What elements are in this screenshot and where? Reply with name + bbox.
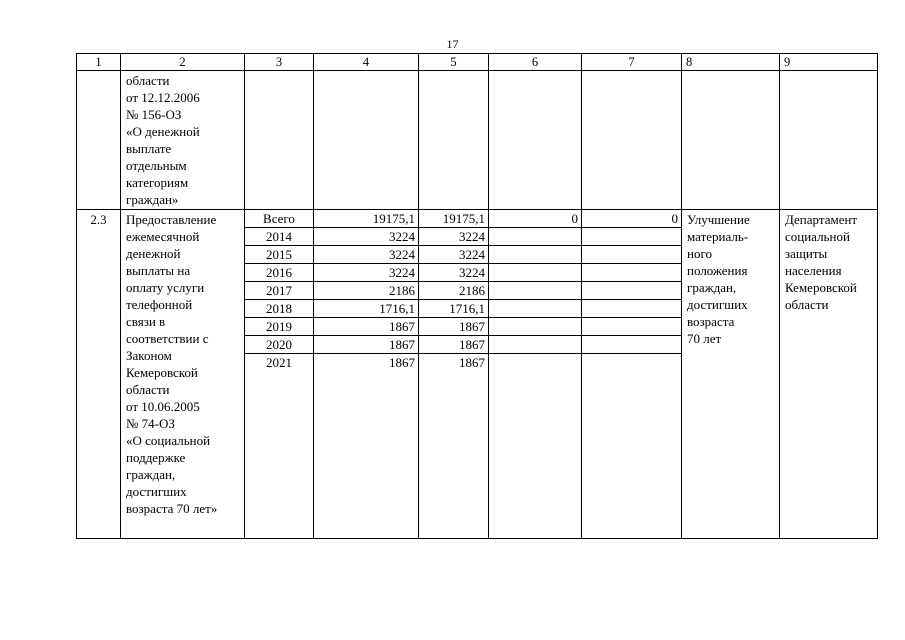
- value-cell: 0: [582, 210, 681, 228]
- table-row: [419, 300, 488, 318]
- value-cell: [489, 336, 581, 354]
- cell-empty: [419, 71, 489, 210]
- text-line: материаль-: [687, 229, 749, 244]
- text-line: № 74-ОЗ: [126, 416, 175, 431]
- table-row: [245, 264, 313, 282]
- text-line: денежной: [126, 246, 181, 261]
- header-cell: 9: [780, 54, 878, 71]
- table-row: [582, 354, 681, 372]
- cell-empty: [314, 71, 419, 210]
- value-cell: [582, 300, 681, 318]
- header-cell: 7: [582, 54, 682, 71]
- year-cell: 2016: [245, 264, 313, 282]
- table-row: [419, 336, 488, 354]
- table-row: [489, 246, 581, 264]
- text-line: области: [785, 297, 829, 312]
- header-cell: 2: [121, 54, 245, 71]
- table-row: [582, 336, 681, 354]
- col7-list: [582, 210, 681, 371]
- cell-result: [682, 210, 780, 539]
- table-row: [489, 336, 581, 354]
- text-line: Кемеровской: [785, 280, 857, 295]
- years-list: [245, 210, 313, 371]
- text-line: телефонной: [126, 297, 193, 312]
- header-cell: 5: [419, 54, 489, 71]
- table-row: [245, 336, 313, 354]
- text-line: области: [126, 73, 170, 88]
- table-row: [245, 354, 313, 372]
- value-cell: [582, 228, 681, 246]
- text-line: возраста: [687, 314, 735, 329]
- table-row: [245, 210, 313, 228]
- cell-col5: [419, 210, 489, 539]
- table-row: [314, 246, 418, 264]
- text-line: возраста 70 лет»: [126, 501, 218, 516]
- value-cell: 1867: [389, 355, 415, 370]
- text-line: связи в: [126, 314, 166, 329]
- table-row: [245, 228, 313, 246]
- table-row: [314, 210, 418, 228]
- cell-description: [121, 210, 245, 539]
- text-line: граждан,: [126, 467, 176, 482]
- value-cell: 1716,1: [419, 300, 488, 318]
- table-row: [314, 318, 418, 336]
- year-cell: 2015: [245, 246, 313, 264]
- col5-list: [419, 210, 488, 371]
- table-row-continued: [77, 71, 878, 210]
- value-cell: [489, 282, 581, 300]
- value-cell: [582, 282, 681, 300]
- cell-col6: [489, 210, 582, 539]
- table-row: [419, 318, 488, 336]
- header-cell: 1: [77, 54, 121, 71]
- value-cell: [582, 318, 681, 336]
- text-line: Предоставление: [126, 212, 217, 227]
- year-cell: 2019: [245, 318, 313, 336]
- table-row: [489, 282, 581, 300]
- text-line: «О социальной: [126, 433, 211, 448]
- cell-empty: [682, 71, 780, 210]
- text-line: социальной: [785, 229, 850, 244]
- table-row: [419, 354, 488, 372]
- text-line: соответствии с: [126, 331, 209, 346]
- text-line: достигших: [126, 484, 187, 499]
- table-row: [419, 264, 488, 282]
- table-row: [314, 354, 418, 372]
- cell-empty: [582, 71, 682, 210]
- text-line: выплате: [126, 141, 172, 156]
- text-line: отдельным: [126, 158, 187, 173]
- value-cell: 3224: [314, 228, 418, 246]
- value-cell: 1867: [314, 318, 418, 336]
- value-cell: 1867: [419, 336, 488, 354]
- value-cell: 19175,1: [419, 210, 488, 228]
- page-number: 17: [446, 37, 459, 51]
- cell-executor: [780, 210, 878, 539]
- table-row: [582, 228, 681, 246]
- table-row: [314, 228, 418, 246]
- value-cell: 1716,1: [314, 300, 418, 318]
- text-line: граждан,: [687, 280, 737, 295]
- cell-empty: [489, 71, 582, 210]
- table-row: [582, 282, 681, 300]
- text-line: выплаты на: [126, 263, 191, 278]
- value-cell: 3224: [419, 228, 488, 246]
- table-row: [489, 210, 581, 228]
- text-line: населения: [785, 263, 842, 278]
- table-row: [314, 264, 418, 282]
- text-line: оплату услуги: [126, 280, 205, 295]
- col4-list: [314, 210, 418, 371]
- table-row: [489, 354, 581, 372]
- cell-empty: [77, 71, 121, 210]
- text-line: Кемеровской: [126, 365, 198, 380]
- text-line: ежемесячной: [126, 229, 200, 244]
- value-cell: [582, 264, 681, 282]
- header-cell: 8: [682, 54, 780, 71]
- text-line: Законом: [126, 348, 172, 363]
- header-cell: 3: [245, 54, 314, 71]
- text-line: граждан»: [126, 192, 179, 207]
- program-table: [76, 53, 878, 539]
- text-line: достигших: [687, 297, 748, 312]
- text-line: 70 лет: [687, 331, 722, 346]
- table-row: [419, 210, 488, 228]
- value-cell: [489, 354, 581, 372]
- year-cell: 2017: [245, 282, 313, 300]
- value-cell: 2186: [419, 282, 488, 300]
- text-line: защиты: [785, 246, 828, 261]
- cell-empty: [780, 71, 878, 210]
- value-cell: [489, 264, 581, 282]
- cell-col4: [314, 210, 419, 539]
- year-cell: 2021: [266, 355, 292, 370]
- value-cell: [582, 354, 681, 372]
- value-cell: [489, 228, 581, 246]
- table-row: [314, 336, 418, 354]
- text-line: от 10.06.2005: [126, 399, 200, 414]
- law-reference-text: [121, 71, 244, 208]
- year-cell: 2018: [245, 300, 313, 318]
- table-row-2-3: [77, 210, 878, 539]
- text-line: категориям: [126, 175, 189, 190]
- text-line: Департамент: [785, 212, 858, 227]
- result-text: [682, 210, 779, 347]
- value-cell: 1867: [459, 355, 485, 370]
- description-text: [121, 210, 244, 517]
- cell-empty: [245, 71, 314, 210]
- table-row: [419, 246, 488, 264]
- cell-law-reference: [121, 71, 245, 210]
- year-cell: 2020: [245, 336, 313, 354]
- table-row: [489, 228, 581, 246]
- value-cell: 2186: [314, 282, 418, 300]
- text-line: № 156-ОЗ: [126, 107, 182, 122]
- table-row: [489, 300, 581, 318]
- header-row: [77, 54, 878, 71]
- value-cell: [582, 336, 681, 354]
- text-line: «О денежной: [126, 124, 200, 139]
- header-cell: 4: [314, 54, 419, 71]
- table-row: [582, 210, 681, 228]
- table-row: [245, 282, 313, 300]
- text-line: области: [126, 382, 170, 397]
- table-row: [489, 318, 581, 336]
- table-row: [245, 246, 313, 264]
- table-row: [314, 300, 418, 318]
- text-line: Улучшение: [687, 212, 750, 227]
- table-row: [419, 228, 488, 246]
- year-cell: Всего: [245, 210, 313, 228]
- col6-list: [489, 210, 581, 371]
- value-cell: [489, 246, 581, 264]
- cell-col7: [582, 210, 682, 539]
- value-cell: 3224: [314, 246, 418, 264]
- executor-text: [780, 210, 877, 313]
- value-cell: 3224: [419, 264, 488, 282]
- table-row: [314, 282, 418, 300]
- value-cell: 3224: [314, 264, 418, 282]
- table-row: [245, 318, 313, 336]
- text-line: поддержке: [126, 450, 186, 465]
- text-line: положения: [687, 263, 748, 278]
- table-row: [489, 264, 581, 282]
- value-cell: [582, 246, 681, 264]
- value-cell: 1867: [419, 318, 488, 336]
- table-row: [582, 300, 681, 318]
- cell-years: [245, 210, 314, 539]
- value-cell: 3224: [419, 246, 488, 264]
- year-cell: 2014: [245, 228, 313, 246]
- header-cell: 6: [489, 54, 582, 71]
- table-row: [419, 282, 488, 300]
- text-line: ного: [687, 246, 712, 261]
- value-cell: 19175,1: [314, 210, 418, 228]
- row-number: 2.3: [77, 210, 121, 539]
- table-row: [582, 318, 681, 336]
- table-row: [245, 300, 313, 318]
- table-row: [582, 246, 681, 264]
- text-line: от 12.12.2006: [126, 90, 200, 105]
- value-cell: 1867: [314, 336, 418, 354]
- value-cell: [489, 318, 581, 336]
- value-cell: [489, 300, 581, 318]
- table-row: [582, 264, 681, 282]
- value-cell: 0: [489, 210, 581, 228]
